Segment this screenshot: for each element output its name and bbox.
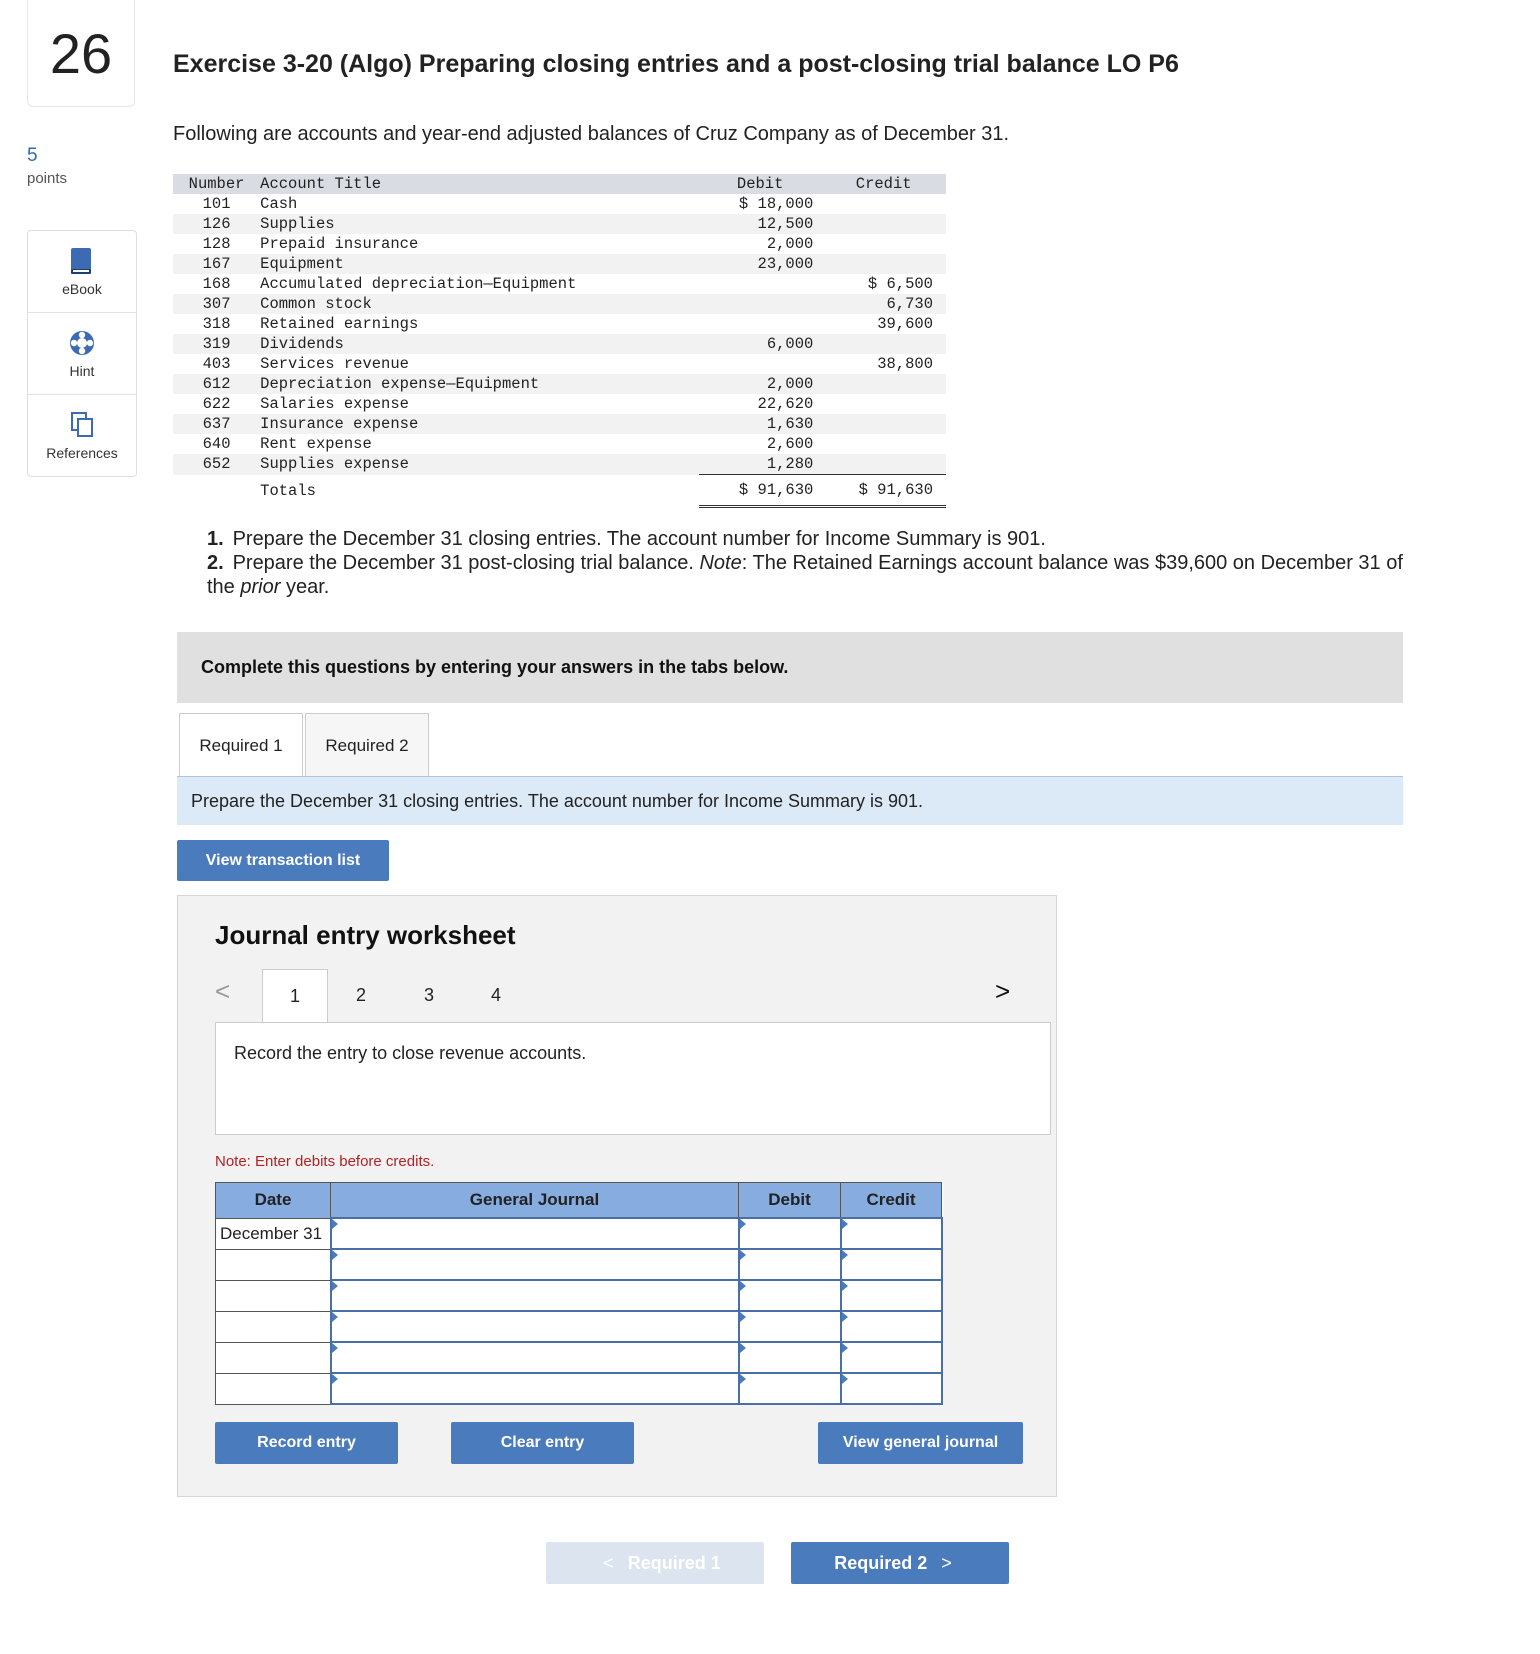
totals-spacer — [173, 475, 260, 507]
account-title: Depreciation expense—Equipment — [260, 375, 540, 393]
credit-value — [821, 254, 946, 274]
entry-prompt-box — [215, 1022, 1051, 1135]
balance-row — [173, 394, 946, 414]
view-general-journal-button[interactable]: View general journal — [818, 1422, 1023, 1464]
points-label: points — [27, 170, 68, 187]
worksheet-step-4[interactable]: 4 — [490, 984, 501, 1005]
balance-row — [173, 454, 946, 475]
entry-note: Note: Enter debits before credits. — [215, 1153, 435, 1170]
account-number: 318 — [202, 315, 231, 333]
instruction-2-text-c: year. — [285, 576, 330, 598]
intro-text: Following are accounts and year-end adjusted balances of Cruz Company as of December 31. — [173, 123, 1010, 145]
journal-col-date: Date — [216, 1183, 331, 1219]
account-number: 612 — [202, 375, 231, 393]
hint-label: Hint — [69, 362, 95, 379]
balance-row — [173, 274, 946, 294]
credit-value — [821, 434, 946, 454]
account-title: Services revenue — [260, 355, 409, 373]
journal-credit-input[interactable] — [841, 1373, 942, 1404]
journal-credit-input[interactable] — [841, 1311, 942, 1342]
journal-credit-input[interactable] — [841, 1342, 942, 1373]
journal-debit-input[interactable] — [739, 1249, 841, 1280]
debit-value: $ 18,000 — [738, 195, 814, 213]
account-number: 307 — [202, 295, 231, 313]
prev-required-button — [546, 1542, 764, 1584]
journal-entry-worksheet — [177, 895, 1057, 1497]
instruction-2 — [207, 551, 1427, 599]
debit-value — [699, 354, 821, 374]
references-label: References — [46, 444, 118, 461]
account-title: Dividends — [260, 335, 344, 353]
journal-account-input[interactable] — [331, 1373, 739, 1404]
account-title: Cash — [260, 195, 298, 213]
copy-icon — [69, 411, 95, 439]
journal-row — [216, 1280, 942, 1311]
totals-debit: $ 91,630 — [699, 475, 821, 507]
journal-account-input[interactable] — [331, 1218, 739, 1249]
debit-value: 1,630 — [766, 415, 814, 433]
credit-value — [821, 334, 946, 354]
credit-value — [821, 454, 946, 475]
journal-account-input[interactable] — [331, 1249, 739, 1280]
ebook-button[interactable] — [28, 231, 136, 313]
worksheet-step-2[interactable]: 2 — [355, 984, 366, 1005]
instruction-2-number: 2. — [207, 552, 224, 574]
balances-table — [173, 174, 946, 508]
journal-debit-input[interactable] — [739, 1342, 841, 1373]
account-number: 640 — [202, 435, 231, 453]
journal-debit-input[interactable] — [739, 1311, 841, 1342]
balance-row — [173, 194, 946, 214]
instruction-2-prior: prior — [240, 576, 281, 598]
chevron-right-icon[interactable]: > — [995, 976, 1011, 1006]
instruction-1 — [207, 527, 1427, 551]
task-text: Prepare the December 31 closing entries. The account number for Income Summary is 901. — [191, 790, 924, 811]
journal-date-cell — [216, 1373, 331, 1404]
journal-account-input[interactable] — [331, 1280, 739, 1311]
debit-value: 6,000 — [766, 335, 814, 353]
journal-credit-input[interactable] — [841, 1218, 942, 1249]
balance-row — [173, 374, 946, 394]
balance-row — [173, 254, 946, 274]
balance-row — [173, 294, 946, 314]
balances-header-row — [173, 174, 946, 194]
journal-debit-input[interactable] — [739, 1280, 841, 1311]
journal-row — [216, 1249, 942, 1280]
journal-date-cell — [216, 1249, 331, 1280]
account-title: Retained earnings — [260, 315, 419, 333]
worksheet-step-3[interactable]: 3 — [423, 984, 434, 1005]
debit-value — [699, 274, 821, 294]
debit-value: 12,500 — [757, 215, 814, 233]
credit-value: 39,600 — [877, 315, 933, 333]
tab-required-1[interactable]: Required 1 — [179, 713, 303, 778]
debit-value — [699, 294, 821, 314]
totals-row — [173, 475, 946, 507]
credit-value — [821, 414, 946, 434]
clear-entry-button[interactable]: Clear entry — [451, 1422, 634, 1464]
col-account-title: Account Title — [260, 175, 382, 193]
instructions — [207, 527, 1427, 599]
balance-row — [173, 434, 946, 454]
journal-account-input[interactable] — [331, 1342, 739, 1373]
journal-debit-input[interactable] — [739, 1373, 841, 1404]
account-title: Common stock — [260, 295, 372, 313]
debit-value: 2,000 — [766, 235, 814, 253]
account-title: Equipment — [260, 255, 344, 273]
journal-col-debit: Debit — [739, 1183, 841, 1219]
account-number: 101 — [202, 195, 231, 213]
col-debit: Debit — [736, 175, 784, 193]
credit-value — [821, 194, 946, 214]
account-title: Insurance expense — [260, 415, 419, 433]
journal-credit-input[interactable] — [841, 1280, 942, 1311]
account-number: 126 — [202, 215, 231, 233]
journal-col-credit: Credit — [841, 1183, 942, 1219]
instructions-banner — [177, 632, 1403, 703]
journal-debit-input[interactable] — [739, 1218, 841, 1249]
record-entry-button[interactable]: Record entry — [215, 1422, 398, 1464]
debit-value: 2,600 — [766, 435, 814, 453]
credit-value: 38,800 — [877, 355, 933, 373]
instruction-2-note: Note — [699, 552, 742, 574]
account-title: Supplies — [260, 215, 335, 233]
instruction-1-number: 1. — [207, 528, 224, 550]
journal-row — [216, 1218, 942, 1249]
balance-row — [173, 334, 946, 354]
credit-value — [821, 374, 946, 394]
account-number: 622 — [202, 395, 231, 413]
worksheet-step-1[interactable]: 1 — [262, 969, 328, 1023]
credit-value — [821, 234, 946, 254]
account-number: 168 — [202, 275, 231, 293]
task-description — [177, 776, 1403, 825]
debit-value: 2,000 — [766, 375, 814, 393]
account-title: Prepaid insurance — [260, 235, 419, 253]
chevron-left-icon: < — [603, 1552, 614, 1573]
ebook-label: eBook — [62, 280, 102, 297]
instruction-2-text-b: : The Retained Earnings account balance was $39,600 on December 31 of the — [207, 552, 1403, 598]
tool-panel — [27, 230, 137, 477]
journal-date-cell — [216, 1311, 331, 1342]
debit-value: 23,000 — [757, 255, 814, 273]
account-number: 652 — [202, 455, 231, 474]
tab-required-2[interactable]: Required 2 — [305, 713, 429, 778]
references-button[interactable] — [28, 395, 136, 476]
debit-value: 1,280 — [766, 455, 814, 473]
account-title: Salaries expense — [260, 395, 409, 413]
chevron-right-icon: > — [941, 1552, 952, 1573]
journal-row — [216, 1342, 942, 1373]
hint-button[interactable] — [28, 313, 136, 395]
next-required-button[interactable] — [791, 1542, 1009, 1584]
balance-row — [173, 354, 946, 374]
instruction-2-text: Prepare the December 31 post-closing trial balance. — [232, 552, 694, 574]
journal-col-general-journal: General Journal — [331, 1183, 739, 1219]
lifebuoy-icon — [68, 329, 96, 357]
question-number: 26 — [27, 0, 135, 107]
account-number: 319 — [202, 335, 231, 353]
account-number: 128 — [202, 235, 231, 253]
journal-row — [216, 1373, 942, 1404]
debit-value: 22,620 — [757, 395, 814, 413]
totals-label: Totals — [260, 475, 699, 507]
journal-date-cell — [216, 1280, 331, 1311]
journal-account-input[interactable] — [331, 1311, 739, 1342]
col-credit: Credit — [855, 175, 912, 193]
account-number: 167 — [202, 255, 231, 273]
instruction-1-text: Prepare the December 31 closing entries. The account number for Income Summary is 901. — [232, 528, 1046, 550]
balance-row — [173, 214, 946, 234]
account-number: 637 — [202, 415, 231, 433]
credit-value: 6,730 — [886, 295, 933, 313]
entry-prompt: Record the entry to close revenue accounts. — [234, 1043, 587, 1063]
col-number: Number — [188, 175, 245, 193]
journal-credit-input[interactable] — [841, 1249, 942, 1280]
account-title: Rent expense — [260, 435, 372, 453]
book-icon — [69, 247, 95, 275]
journal-date-cell — [216, 1342, 331, 1373]
credit-value — [821, 394, 946, 414]
balance-row — [173, 414, 946, 434]
balance-row — [173, 314, 946, 334]
account-number: 403 — [202, 355, 231, 373]
next-required-label: Required 2 — [834, 1552, 928, 1573]
exercise-title: Exercise 3-20 (Algo) Preparing closing entries and a post-closing trial balance LO P6 — [173, 50, 1179, 78]
debit-value — [699, 314, 821, 334]
credit-value: $ 6,500 — [867, 275, 933, 293]
banner-text: Complete this questions by entering your answers in the tabs below. — [201, 657, 789, 677]
balance-row — [173, 234, 946, 254]
journal-row — [216, 1311, 942, 1342]
worksheet-title: Journal entry worksheet — [215, 920, 516, 950]
points-value: 5 — [27, 145, 38, 166]
totals-credit: $ 91,630 — [821, 475, 946, 507]
account-title: Supplies expense — [260, 455, 409, 474]
account-title: Accumulated depreciation—Equipment — [260, 275, 577, 293]
chevron-left-icon[interactable]: < — [215, 976, 231, 1006]
credit-value — [821, 214, 946, 234]
view-transaction-list-button[interactable]: View transaction list — [177, 840, 389, 881]
journal-header-row — [216, 1183, 942, 1219]
journal-table — [215, 1182, 943, 1405]
prev-required-label: Required 1 — [627, 1552, 721, 1573]
journal-date-cell: December 31 — [216, 1218, 331, 1249]
